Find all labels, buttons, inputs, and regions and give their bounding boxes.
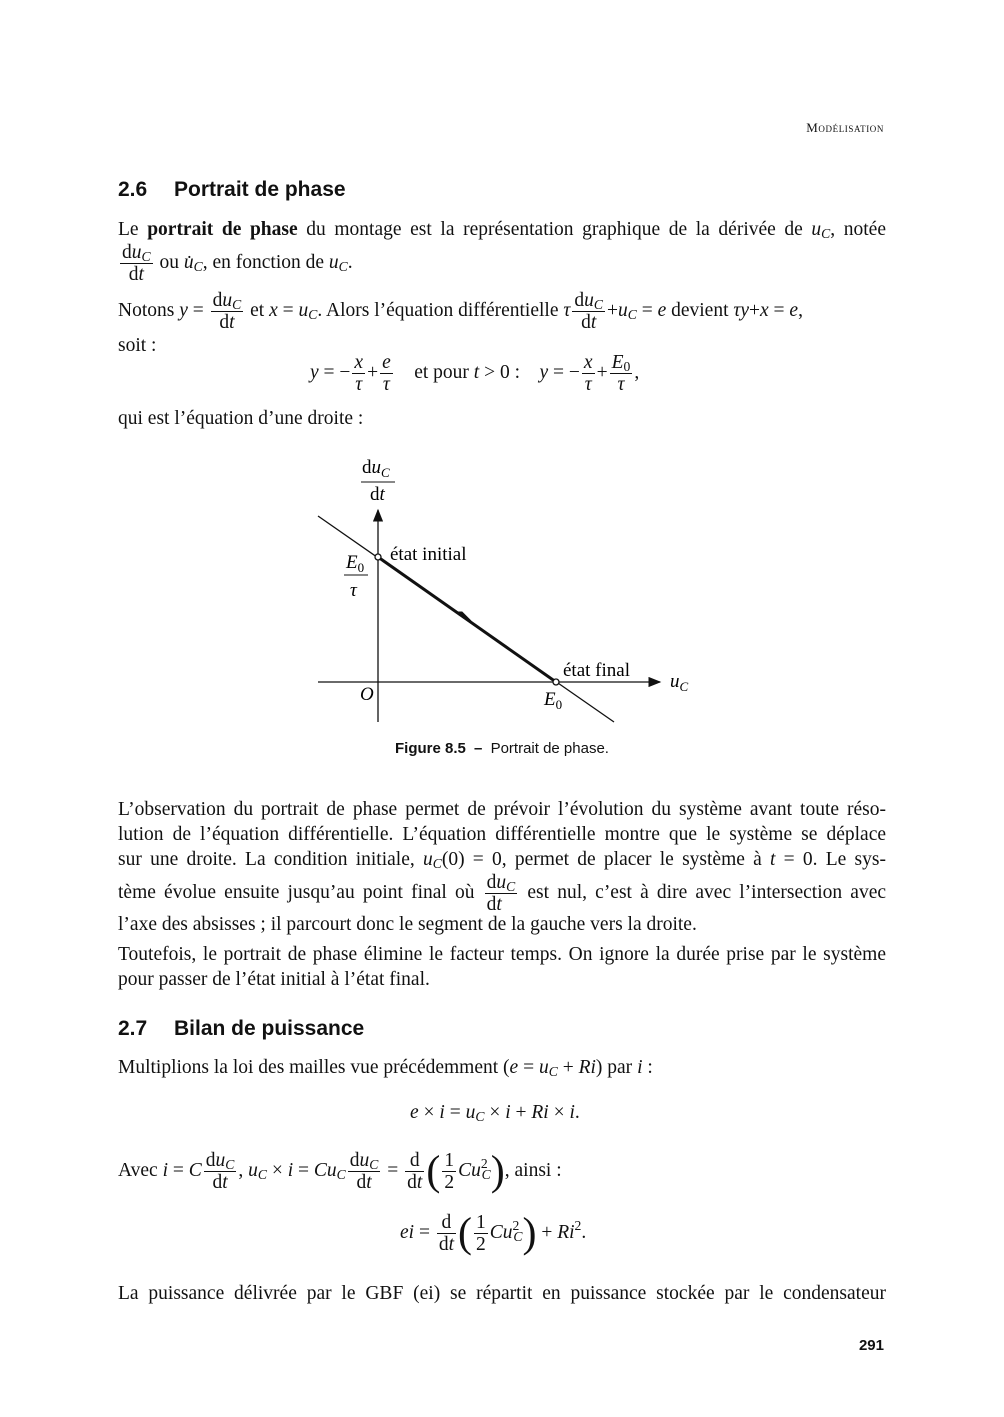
- text: par: [607, 1057, 633, 1078]
- direction-arrow: [458, 612, 471, 621]
- fraction-half: $\frac{1}{2}$: [476, 1212, 486, 1255]
- caption-dash: –: [474, 740, 483, 757]
- fraction-d-dt: $\frac{d}{dt}$: [438, 1212, 454, 1255]
- section-number: 2.7: [118, 1017, 148, 1040]
- text: ou: [159, 251, 179, 273]
- phase-portrait-figure: [0, 440, 1004, 740]
- fraction: $\frac{e}{\tau}$: [382, 352, 391, 395]
- svg-text:duC: $du_C$: [362, 457, 390, 480]
- trajectory-segment: [378, 557, 556, 682]
- paragraph-observation-line1: L’observation du portrait de phase permet de prévoir l’évolution du système avant toute réso-: [118, 799, 886, 820]
- caption-text: Portrait de phase.: [490, 740, 609, 757]
- text: du montage est la représentation graphique de la dérivée de: [306, 219, 803, 240]
- final-point: [553, 679, 559, 685]
- paragraph-toutefois-line1: Toutefois, le portrait de phase élimine le facteur temps. On ignore la durée prise par le système: [118, 944, 886, 965]
- text: , ainsi :: [504, 1159, 562, 1181]
- text: . Le sys-: [812, 849, 886, 870]
- text: est nul, c’est à dire avec l’intersection avec: [527, 881, 887, 903]
- svg-text:E0: $E_0$: [346, 552, 365, 575]
- section-title-2-6: [118, 178, 346, 202]
- text: tème évolue ensuite jusqu’au point final où: [118, 881, 475, 903]
- fraction: $\frac{x}{\tau}$: [354, 352, 364, 395]
- text: et pour: [414, 361, 469, 383]
- paragraph-intro-line2: $\frac{du_C}{dt}$ ou $u̇_C$, en fonction de $u_C$.: [122, 242, 353, 285]
- label-origin: O: [360, 684, 374, 705]
- label-final-state: état final: [563, 660, 630, 681]
- paragraph-droite: qui est l’équation d’une droite :: [118, 408, 364, 429]
- text: Notons: [118, 299, 175, 321]
- fraction-half: $\frac{1}{2}$: [444, 1150, 455, 1193]
- svg-text:τ: τ: [350, 580, 357, 601]
- initial-point: [375, 554, 381, 560]
- fraction-duc-dt: $\frac{du_C}{dt}$: [486, 872, 516, 915]
- fraction-duc-dt: $\frac{du_C}{dt}$: [349, 1150, 379, 1193]
- paragraph-toutefois-line2: pour passer de l’état initial à l’état final.: [118, 969, 430, 990]
- paragraph-observation-line4: [118, 872, 886, 915]
- x-axis-label: $u_C$: [670, 671, 689, 694]
- text: devient: [671, 299, 729, 321]
- label-initial-state: état initial: [390, 544, 467, 565]
- equation-ei: ei = $\frac{d}{dt}$ ( $\frac{1}{2}$ $Cu^2_C) + Ri^2$.: [400, 1210, 587, 1257]
- equation-power: $e \times i = u_C \times i + Ri \times i$.: [410, 1102, 580, 1124]
- text: sur une droite. La condition initiale,: [118, 849, 415, 870]
- text: Le: [118, 219, 139, 240]
- section-title-2-7: [118, 1017, 364, 1041]
- fraction-duc-dt: $\frac{du_C}{dt}$: [212, 290, 242, 333]
- fraction: $\frac{x}{\tau}$: [583, 352, 593, 395]
- x-intercept-label: $E_0$: [544, 689, 563, 712]
- equation-line: y = − $\frac{x}{\tau}$ + $\frac{e}{\tau}$ et pour t > 0 : y = − $\frac{x}{\tau}$ + $\frac{E_0}{\tau}$ ,: [310, 352, 640, 395]
- text: Avec: [118, 1159, 158, 1181]
- caption-label: Figure 8.5: [395, 740, 466, 757]
- page-number: 291: [858, 1337, 884, 1354]
- y-axis-label: [361, 457, 395, 505]
- figure-caption: [0, 740, 1004, 757]
- fraction-duc-dt: $\frac{du_C}{dt}$: [205, 1150, 235, 1193]
- paragraph-observation-line5: l’axe des absisses ; il parcourt donc le segment de la gauche vers la droite.: [118, 914, 697, 935]
- paragraph-observation-line3: sur une droite. La condition initiale, $u_C(0) = 0$, permet de placer le système à t = 0. Le sys-: [118, 849, 886, 871]
- fraction-duc-dt: $\frac{du_C}{dt}$: [574, 290, 603, 333]
- section-heading: Portrait de phase: [174, 178, 346, 201]
- paragraph-avec: Avec i = C $\frac{du_C}{dt}$ , $u_C \times i = Cu_C$ $\frac{du_C}{dt}$ = $\frac{d}{dt}$ ( $\frac{1}{2}$ $Cu^2_C$), ainsi :: [118, 1148, 562, 1195]
- text: Multiplions la loi des mailles vue précédemment: [118, 1057, 499, 1078]
- paragraph-notons: Notons y = $\frac{du_C}{dt}$ et $x = u_C$. Alors l’équation différentielle τ $\frac{du_C}{dt}$ $+u_C = e$ devient τy+x = e,: [118, 290, 803, 333]
- text: , permet de placer le système à: [501, 849, 762, 870]
- paragraph-multiplions: Multiplions la loi des mailles vue précédemment $(e = u_C + Ri)$ par i :: [118, 1057, 653, 1079]
- section-number: 2.6: [118, 178, 148, 201]
- fraction-duc-dt: $\frac{du_C}{dt}$: [122, 242, 151, 285]
- svg-text:dt: dt: [370, 484, 385, 505]
- text: et: [250, 299, 265, 321]
- paragraph-observation-line2: lution de l’équation différentielle. L’équation différentielle montre que le système se déplace: [118, 824, 886, 845]
- text: , en fonction de: [202, 251, 325, 273]
- running-header: Modélisation: [806, 120, 884, 135]
- text: , notée: [830, 219, 886, 240]
- paragraph-intro-line1: Le portrait de phase du montage est la représentation graphique de la dérivée de $u_C$, notée: [118, 219, 886, 241]
- section-heading: Bilan de puissance: [174, 1017, 365, 1040]
- paragraph-puissance: La puissance délivrée par le GBF (ei) se répartit en puissance stockée par le condensateur: [118, 1283, 886, 1304]
- text: . Alors l’équation différentielle: [317, 299, 559, 321]
- paragraph-soit: soit :: [118, 335, 157, 356]
- bold-term: portrait de phase: [147, 219, 298, 240]
- fraction: $\frac{E_0}{\tau}$: [611, 352, 631, 395]
- y-intercept-label: [344, 552, 368, 601]
- fraction-d-dt: $\frac{d}{dt}$: [407, 1150, 423, 1193]
